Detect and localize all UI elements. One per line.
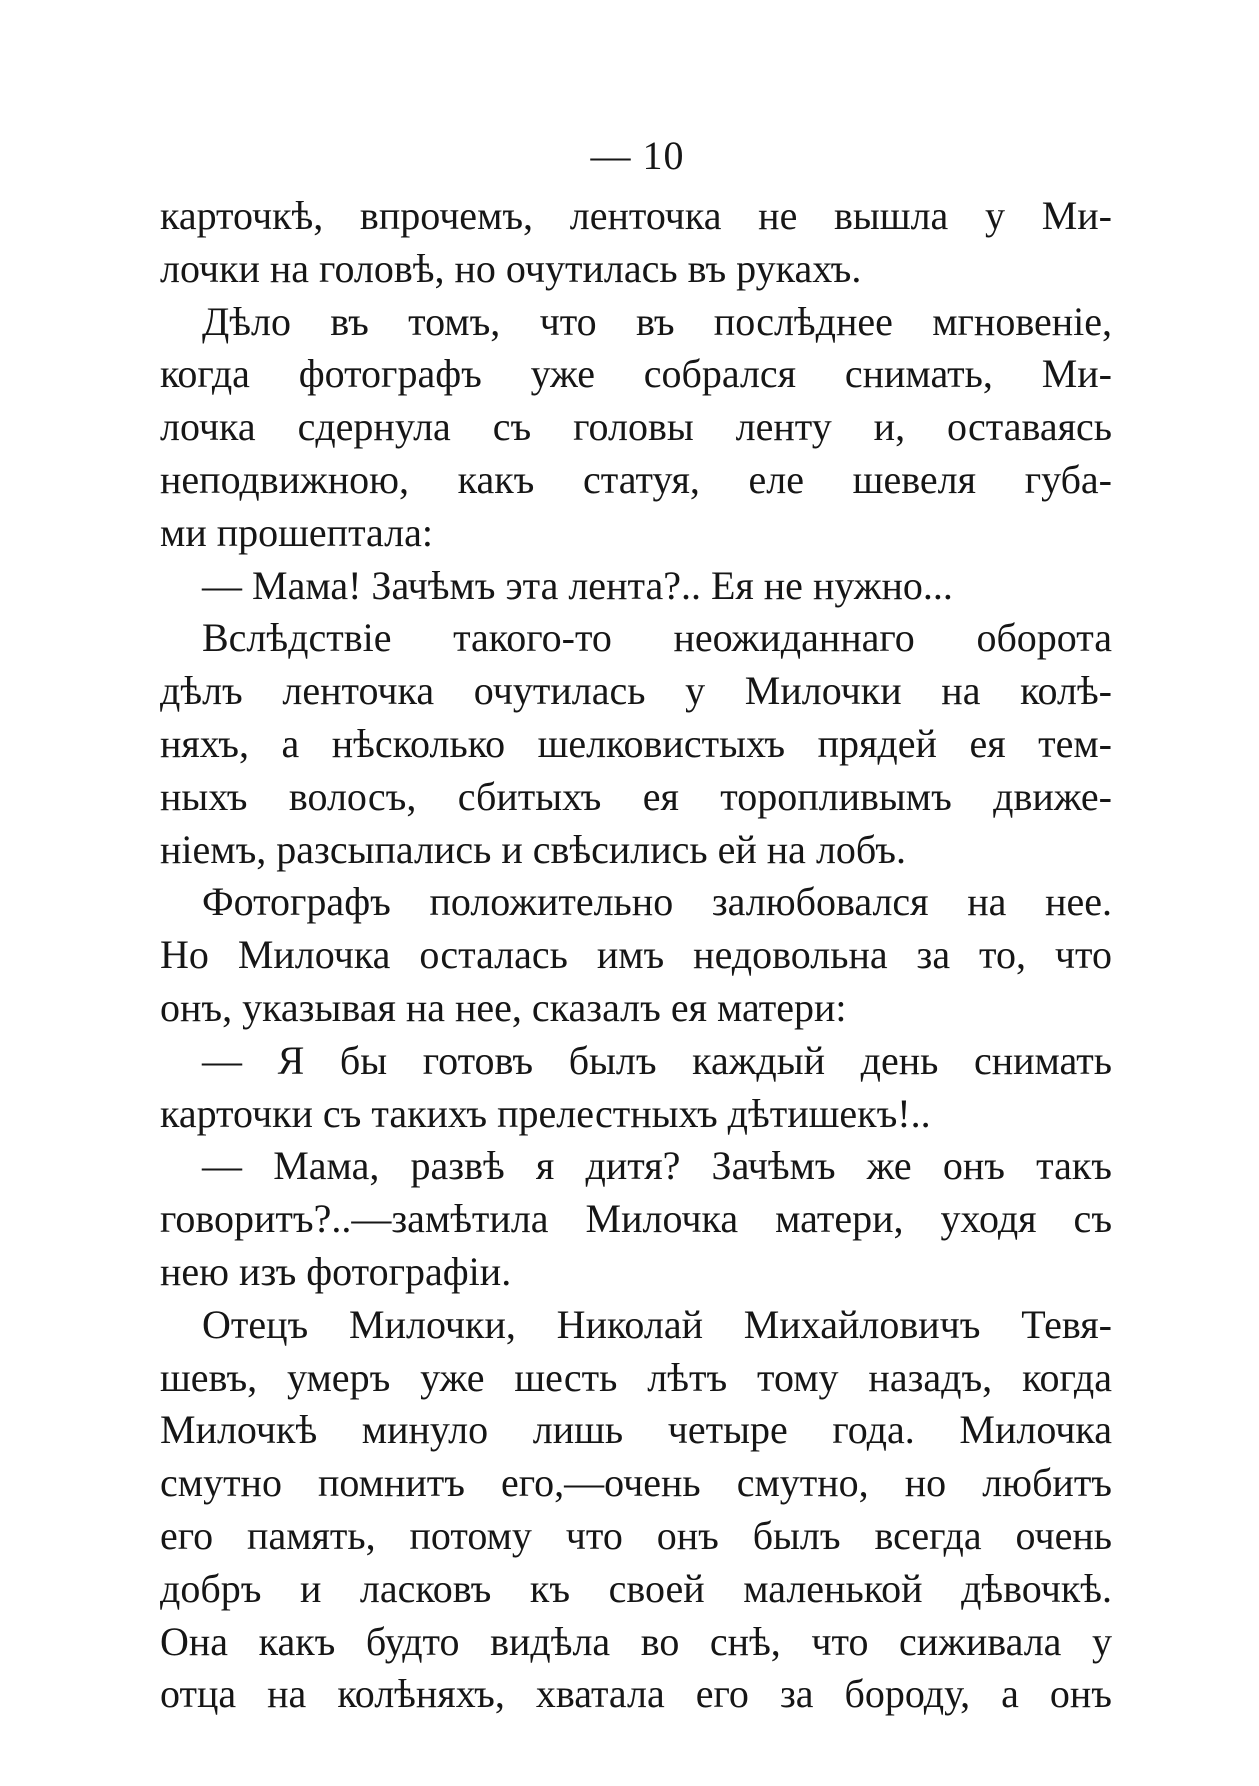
text-line: смутно помнитъ его,—очень смутно, но любитъ [160,1460,1112,1506]
text-line: Она какъ будто видѣла во снѣ, что сиживала у [160,1618,1112,1664]
text-line: — Я бы готовъ былъ каждый день снимать [202,1037,1112,1083]
text-line: Милочкѣ минуло лишь четыре года. Милочка [160,1407,1112,1453]
text-line: неподвижною, какъ статуя, еле шевеля губа- [160,456,1112,502]
text-line: онъ, указывая на нее, сказалъ ея матери: [160,984,847,1030]
text-line: Дѣло въ томъ, что въ послѣднее мгновеніе, [202,298,1112,344]
text-line: — Мама! Зачѣмъ эта лента?.. Ея не нужно... [202,562,953,608]
text-line: нею изъ фотографіи. [160,1248,512,1294]
text-line: дѣлъ ленточка очутилась у Милочки на колѣ- [160,668,1112,714]
text-line: ныхъ волосъ, сбитыхъ ея торопливымъ движе- [160,773,1112,819]
text-line: Но Милочка осталась имъ недовольна за то, что [160,932,1112,978]
text-line: — Мама, развѣ я дитя? Зачѣмъ же онъ такъ [202,1143,1112,1189]
page-number: — 10 [590,133,685,178]
text-line: его память, потому что онъ былъ всегда очень [160,1512,1112,1558]
text-line: когда фотографъ уже собрался снимать, Ми- [160,351,1112,397]
body-text [160,190,1112,1721]
text-line: отца на колѣняхъ, хватала его за бороду, а онъ [160,1671,1112,1717]
text-line: карточки съ такихъ прелестныхъ дѣтишекъ!.. [160,1090,931,1136]
text-line: лочки на головѣ, но очутилась въ рукахъ. [160,245,862,291]
text-line: Отецъ Милочки, Николай Михайловичъ Тевя- [202,1301,1112,1347]
text-line: няхъ, а нѣсколько шелковистыхъ прядей ея тем- [160,720,1112,766]
text-line: лочка сдернула съ головы ленту и, оставаясь [160,404,1112,450]
text-line: шевъ, умеръ уже шесть лѣтъ тому назадъ, когда [160,1354,1112,1400]
text-line: Вслѣдствіе такого-то неожиданнаго оборота [202,615,1112,661]
text-line: говоритъ?..—замѣтила Милочка матери, уходя съ [160,1196,1112,1242]
text-line: ми прошептала: [160,509,433,555]
text-line: Фотографъ положительно залюбовался на нее. [202,879,1112,925]
text-line: карточкѣ, впрочемъ, ленточка не вышла у Ми- [160,193,1112,238]
text-line: ніемъ, разсыпались и свѣсились ей на лобъ. [160,826,906,872]
text-line: добръ и ласковъ къ своей маленькой дѣвочкѣ. [160,1565,1112,1611]
